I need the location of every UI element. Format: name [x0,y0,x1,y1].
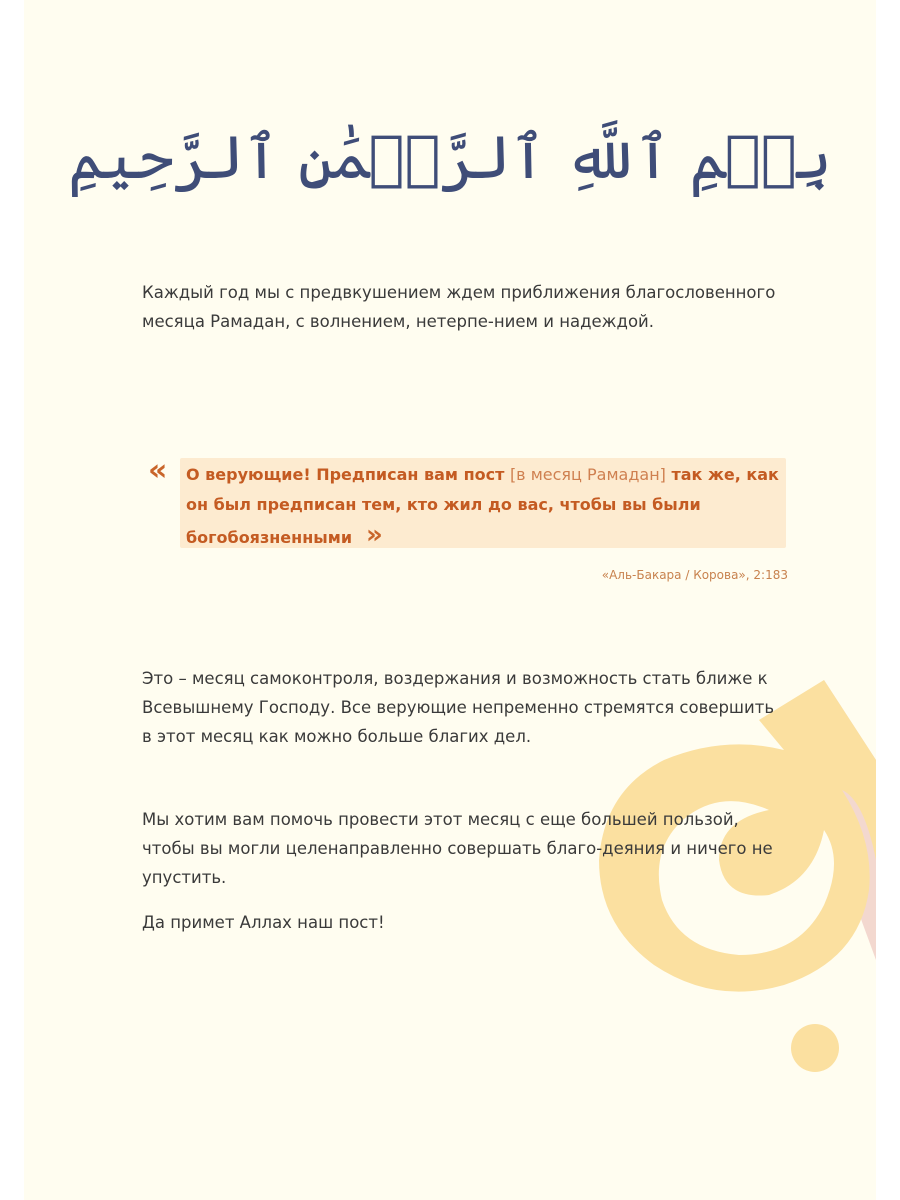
quote-source: «Аль-Бакара / Корова», 2:183 [601,568,788,582]
intro-paragraph: Каждый год мы с предвкушением ждем приближения благословенного месяца Рамадан, с волнением, нетерпе-нием и надеждой. [142,283,776,331]
quote-bracket: [в месяц Рамадан] [509,465,666,484]
page [24,0,876,1200]
quote-part2: так же, как он был предписан тем, кто жил до вас, чтобы вы были богобоязненными [186,465,779,547]
quote-part1: О верующие! Предписан вам пост [186,465,510,484]
bismillah-heading: بِسۡمِ ٱللَّهِ ٱلرَّحۡمَٰنِ ٱلرَّحِيمِ [68,123,832,193]
body-paragraph-2: Мы хотим вам помочь провести этот месяц с еще большей пользой, чтобы вы могли целенаправленно совершать благо-деяния и ничего не упустить. [142,810,773,887]
body-paragraph-1: Это – месяц самоконтроля, воздержания и возможность стать ближе к Всевышнему Господу. Все верующие непременно стремятся совершить в этот месяц как можно больше благих дел. [142,669,775,746]
closing-line: Да примет Аллах наш пост! [142,913,385,932]
ornament-dot [791,1024,839,1072]
quran-quote [186,460,786,553]
quote-close-mark: » [366,520,383,550]
quote-open-mark: « [148,453,168,488]
